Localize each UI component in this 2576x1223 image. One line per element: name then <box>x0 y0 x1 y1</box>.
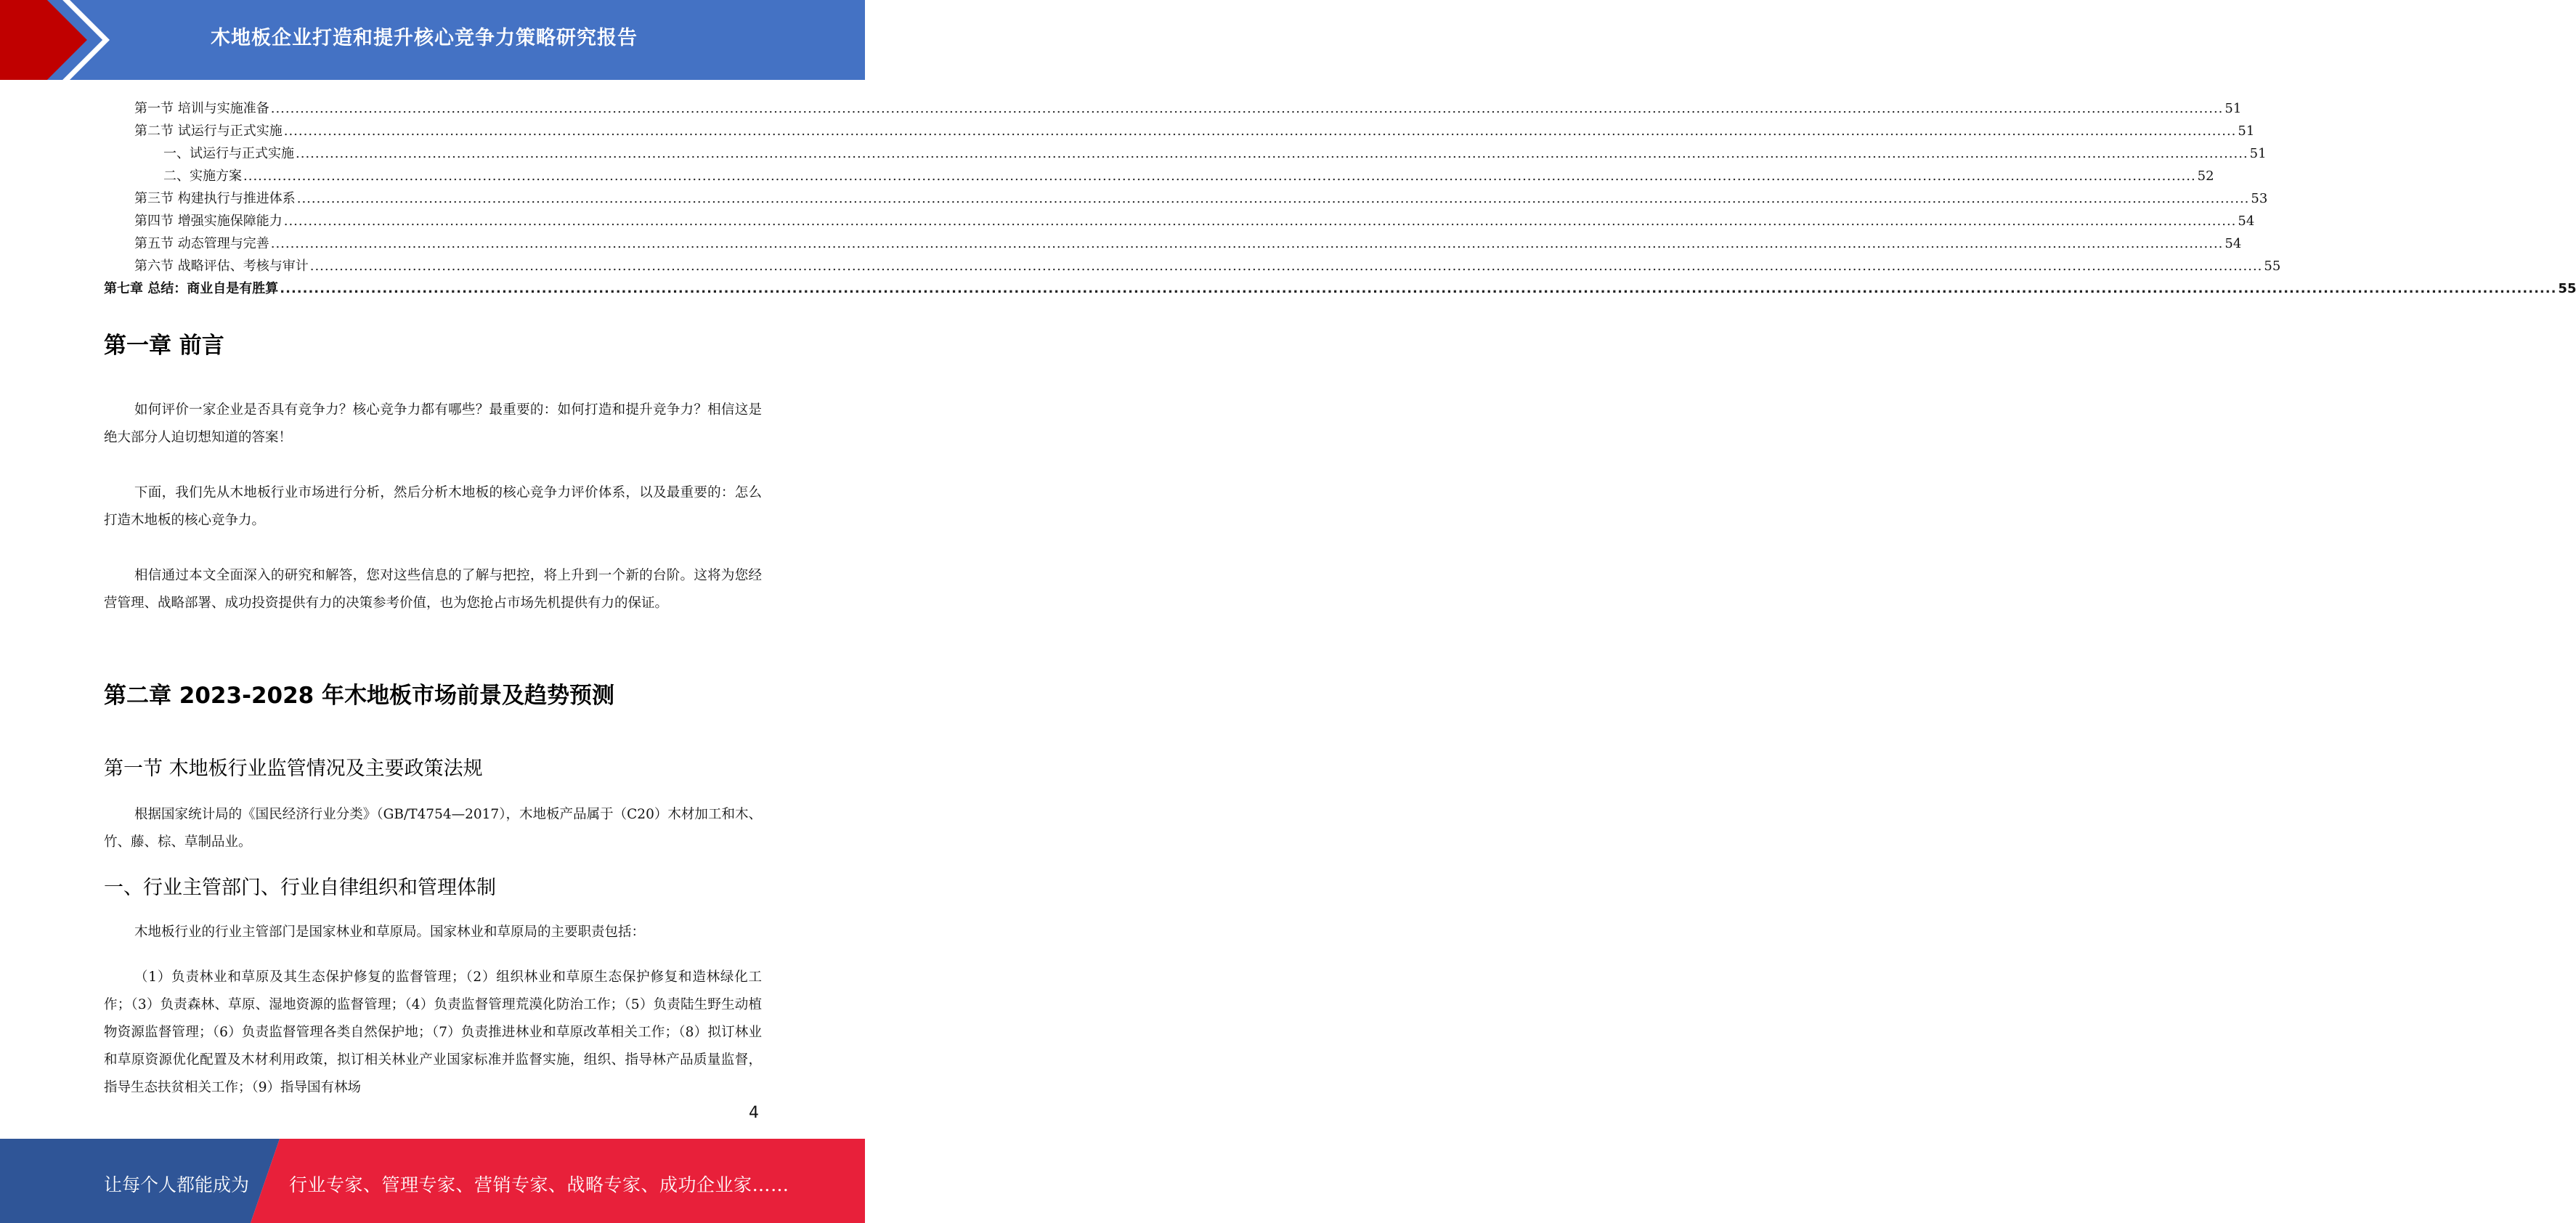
chapter-2-heading: 第二章 2023-2028 年木地板市场前景及趋势预测 <box>104 683 615 709</box>
toc-entry[interactable] <box>104 117 2255 139</box>
toc-entry-title: 第一节 培训与实施准备 <box>134 101 269 116</box>
toc-leader-dots: ................................................................................................................................................................................................................................................................................................................................................................................................................ <box>296 146 2248 161</box>
toc-entry-title: 一、试运行与正式实施 <box>163 146 294 161</box>
page-number: 4 <box>749 1104 759 1122</box>
toc-entry[interactable] <box>104 252 2281 275</box>
toc-entry-title: 第三节 构建执行与推进体系 <box>134 191 296 206</box>
section-1-heading: 第一节 木地板行业监管情况及主要政策法规 <box>104 757 483 780</box>
footer-banner <box>0 1139 865 1223</box>
toc-entry[interactable] <box>104 275 2576 297</box>
toc-entry[interactable] <box>104 94 2242 117</box>
toc-entry-title: 二、实施方案 <box>163 168 242 184</box>
toc-entry-page: 53 <box>2251 191 2268 206</box>
toc-entry[interactable] <box>104 207 2255 229</box>
toc-entry-page: 51 <box>2249 146 2267 161</box>
toc-entry-title: 第五节 动态管理与完善 <box>134 236 269 251</box>
toc-entry-title: 第二节 试运行与正式实施 <box>134 123 283 139</box>
toc-leader-dots: ................................................................................................................................................................................................................................................................................................................................................................................................................ <box>309 259 2263 274</box>
toc-leader-dots: ................................................................................................................................................................................................................................................................................................................................................................................................................ <box>296 191 2250 206</box>
toc-entry-title: 第四节 增强实施保障能力 <box>134 214 283 229</box>
toc-entry-page: 55 <box>2264 259 2281 274</box>
toc-leader-dots: ................................................................................................................................................................................................................................................................................................................................................................................................................ <box>283 123 2237 139</box>
footer-slogan-left: 让每个人都能成为 <box>104 1174 250 1195</box>
toc-leader-dots: ................................................................................................................................................................................................................................................................................................................................................................................................................ <box>270 101 2224 116</box>
table-of-contents <box>104 94 2576 297</box>
toc-leader-dots: ................................................................................................................................................................................................................................................................................................................................................................................................................ <box>283 214 2237 229</box>
toc-entry-page: 54 <box>2224 236 2242 251</box>
toc-leader-dots: ................................................................................................................................................................................................................................................................................................................................................................................................................ <box>243 168 2196 184</box>
toc-entry[interactable] <box>104 139 2267 162</box>
subsection-1-paragraph-1: 木地板行业的行业主管部门是国家林业和草原局。国家林业和草原局的主要职责包括： <box>134 925 646 940</box>
chapter-1-paragraph-1: 如何评价一家企业是否具有竞争力？核心竞争力都有哪些？最重要的：如何打造和提升竞争力？相信这是绝大部分人迫切想知道的答案！ <box>104 402 762 445</box>
chapter-1-heading: 第一章 前言 <box>104 333 224 359</box>
toc-entry-title: 第六节 战略评估、考核与审计 <box>134 259 309 274</box>
section-1-paragraph: 根据国家统计局的《国民经济行业分类》（GB/T4754—2017），木地板产品属于（C20）木材加工和木、竹、藤、棕、草制品业。 <box>104 807 762 850</box>
toc-entry[interactable] <box>104 229 2242 252</box>
header-banner <box>0 0 865 80</box>
subsection-1-heading: 一、行业主管部门、行业自律组织和管理体制 <box>104 877 496 899</box>
toc-entry-page: 55 <box>2558 281 2576 296</box>
toc-entry[interactable] <box>104 184 2268 207</box>
subsection-1-paragraph-2: （1）负责林业和草原及其生态保护修复的监督管理；（2）组织林业和草原生态保护修复和造林绿化工作；（3）负责森林、草原、湿地资源的监督管理；（4）负责监督管理荒漠化防治工作；（5）负责陆生野生动植物资源监督管理；（6）负责监督管理各类自然保护地；（7）负责推进林业和草原改革相关工作；（8）拟订林业和草原资源优化配置及木材利用政策，拟订相关林业产业国家标准并监督实施，组织、指导林产品质量监督，指导生态扶贫相关工作；（9）指导国有林场 <box>104 970 762 1095</box>
chapter-1-paragraph-3: 相信通过本文全面深入的研究和解答，您对这些信息的了解与把控，将上升到一个新的台阶。这将为您经营管理、战略部署、成功投资提供有力的决策参考价值，也为您抢占市场先机提供有力的保证。 <box>104 568 762 611</box>
toc-entry-title: 第七章 总结：商业自是有胜算 <box>104 281 279 296</box>
document-title: 木地板企业打造和提升核心竞争力策略研究报告 <box>211 27 638 49</box>
toc-entry[interactable] <box>104 162 2214 184</box>
toc-entry-page: 51 <box>2238 123 2255 139</box>
toc-leader-dots: ................................................................................................................................................................................................................................................................................................................................................................................................................ <box>270 236 2224 251</box>
toc-leader-dots: ................................................................................................................................................................................................................................................................................................................................................................................................................ <box>280 281 2557 296</box>
toc-entry-page: 54 <box>2238 214 2255 229</box>
chapter-1-paragraph-2: 下面，我们先从木地板行业市场进行分析，然后分析木地板的核心竞争力评价体系，以及最重要的：怎么打造木地板的核心竞争力。 <box>104 485 762 528</box>
toc-entry-page: 52 <box>2197 168 2214 184</box>
footer-slogan-right: 行业专家、管理专家、营销专家、战略专家、成功企业家…… <box>289 1174 789 1195</box>
toc-entry-page: 51 <box>2224 101 2242 116</box>
